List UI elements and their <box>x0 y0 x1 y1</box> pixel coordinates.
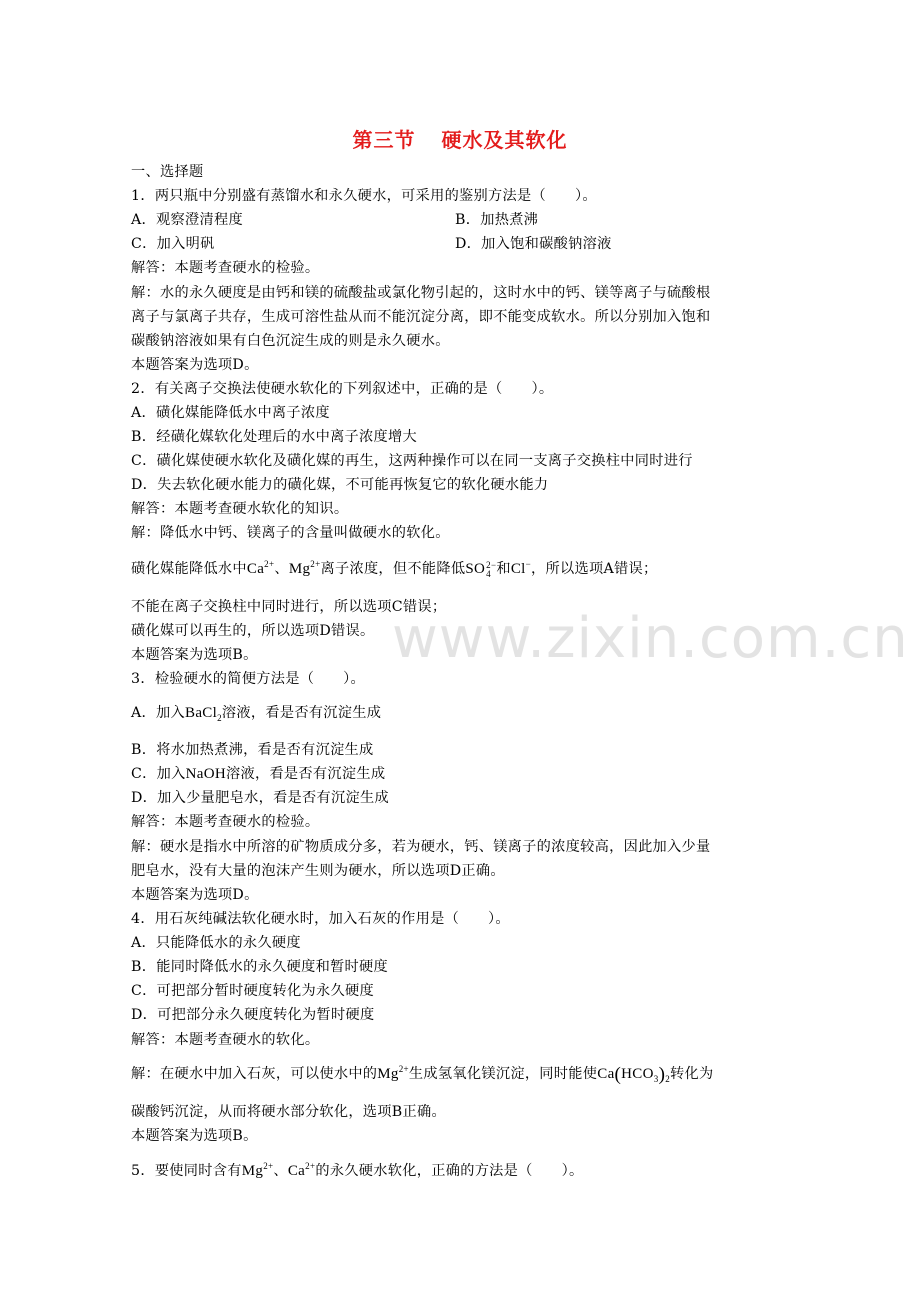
ca-ion <box>288 1163 315 1179</box>
q2-solution-line3: 不能在离子交换柱中同时进行，所以选项C错误； <box>131 599 447 615</box>
q5-stem-post: 的永久硬水软化，正确的方法是（ ）。 <box>315 1163 584 1179</box>
mg-symbol: Mg <box>288 561 311 577</box>
cl-charge: − <box>525 559 532 569</box>
q2-analysis: 解答：本题考查硬水软化的知识。 <box>131 501 349 517</box>
q4-sol1-pre: 解：在硬水中加入石灰，可以使水中的 <box>131 1066 378 1082</box>
q1-option-d: D．加入饱和碳酸钠溶液 <box>455 236 612 252</box>
ca-charge: 2+ <box>305 1161 316 1171</box>
bacl-symbol: BaCl <box>185 705 218 721</box>
ca-ion <box>247 561 274 577</box>
q3-a-pre: A．加入 <box>131 705 186 721</box>
sulfate-ion <box>465 561 496 577</box>
q1-options-row1 <box>131 211 791 229</box>
title-part2: 硬水及其软化 <box>441 128 568 152</box>
calcium-bicarbonate-formula <box>597 1064 671 1085</box>
section-heading: 一、选择题 <box>131 164 204 180</box>
hco-symbol: HCO <box>621 1066 654 1082</box>
ca-symbol: Ca <box>246 561 265 577</box>
left-paren: ( <box>614 1064 622 1085</box>
mg-symbol: Mg <box>377 1066 399 1082</box>
and-word: 和 <box>496 561 511 577</box>
mg-ion <box>289 561 321 577</box>
q4-option-b: B．能同时降低水的永久硬度和暂时硬度 <box>131 959 389 975</box>
q3-answer: 本题答案为选项D。 <box>131 887 259 903</box>
page-title <box>0 124 920 153</box>
q2-solution-line2 <box>131 560 657 579</box>
q4-option-d: D．可把部分永久硬度转化为暂时硬度 <box>131 1007 375 1023</box>
hco-subscript: 3 <box>653 1074 659 1084</box>
so-subscript: 4 <box>486 568 491 579</box>
q4-sol1-post: 转化为 <box>670 1066 714 1082</box>
q2-sol2-post: ，所以选项A错误； <box>531 561 658 577</box>
q3-solution-line2: 肥皂水，没有大量的泡沫产生则为硬水，所以选项D正确。 <box>131 863 505 879</box>
watermark: www.zixin.com.cn <box>392 606 909 671</box>
q3-option-d: D．加入少量肥皂水，看是否有沉淀生成 <box>131 790 389 806</box>
q3-option-c <box>131 765 385 783</box>
q2-option-c: C．磺化媒使硬水软化及磺化媒的再生，这两种操作可以在同一支离子交换柱中同时进行 <box>131 453 693 469</box>
q1-option-c: C．加入明矾 <box>131 236 215 252</box>
q1-options-row2 <box>131 235 791 253</box>
q4-answer: 本题答案为选项B。 <box>131 1128 258 1144</box>
q4-solution-line1 <box>131 1065 713 1084</box>
q1-analysis: 解答：本题考查硬水的检验。 <box>131 260 320 276</box>
q3-solution-line1: 解：硬水是指水中所溶的矿物质成分多，若为硬水，钙、镁离子的浓度较高，因此加入少量 <box>131 839 711 855</box>
q3-c-post: 溶液，看是否有沉淀生成 <box>225 766 386 782</box>
q3-stem: 3．检验硬水的简便方法是（ ）。 <box>131 671 366 687</box>
q5-stem-pre: 5．要使同时含有 <box>131 1163 242 1179</box>
q1-solution-line1: 解：水的永久硬度是由钙和镁的硫酸盐或氯化物引起的，这时水中的钙、镁等离子与硫酸根 <box>131 285 711 301</box>
q3-a-post: 溶液，看是否有沉淀生成 <box>221 705 382 721</box>
q2-option-a: A．磺化媒能降低水中离子浓度 <box>131 405 330 421</box>
mg-ion <box>242 1163 274 1179</box>
naoh-formula: NaOH <box>185 766 226 782</box>
q3-option-a <box>131 704 381 722</box>
q4-option-a: A．只能降低水的永久硬度 <box>131 935 301 951</box>
ca-symbol: Ca <box>597 1066 615 1082</box>
q2-option-d: D．失去软化硬水能力的磺化媒，不可能再恢复它的软化硬水能力 <box>131 477 549 493</box>
q3-c-pre: C．加入 <box>131 766 186 782</box>
mg-symbol: Mg <box>241 1163 264 1179</box>
q1-stem: 1．两只瓶中分别盛有蒸馏水和永久硬水，可采用的鉴别方法是（ ）。 <box>131 188 597 204</box>
q1-answer: 本题答案为选项D。 <box>131 357 259 373</box>
right-paren: ) <box>658 1064 666 1085</box>
bacl-subscript: 2 <box>217 713 222 723</box>
q2-solution-line4: 磺化媒可以再生的，所以选项D错误。 <box>131 623 375 639</box>
q4-option-c: C．可把部分暂时硬度转化为永久硬度 <box>131 983 374 999</box>
q1-solution-line2: 离子与氯离子共存，生成可溶性盐从而不能沉淀分离，即不能变成软水。所以分别加入饱和 <box>131 309 711 325</box>
mg-charge: 2+ <box>310 559 321 569</box>
q1-option-a: A．观察澄清程度 <box>131 212 243 228</box>
cl-symbol: Cl <box>510 561 526 577</box>
title-part1: 第三节 <box>352 128 416 152</box>
q2-sol2-mid: 离子浓度，但不能降低 <box>320 561 466 577</box>
ca-symbol: Ca <box>287 1163 306 1179</box>
q4-stem: 4．用石灰纯碱法软化硬水时，加入石灰的作用是（ ）。 <box>131 911 510 927</box>
q3-analysis: 解答：本题考查硬水的检验。 <box>131 814 320 830</box>
q4-solution-line2: 碳酸钙沉淀，从而将硬水部分软化，选项B正确。 <box>131 1104 446 1120</box>
q1-solution-line3: 碳酸钠溶液如果有白色沉淀生成的则是永久硬水。 <box>131 333 450 349</box>
mg-ion <box>377 1066 409 1082</box>
so-charge: 2− <box>486 559 497 570</box>
q2-sol2-pre: 磺化媒能降低水中 <box>131 561 247 577</box>
mg-charge: 2+ <box>398 1064 409 1074</box>
chloride-ion <box>511 561 531 577</box>
mg-charge: 2+ <box>263 1161 274 1171</box>
q2-option-b: B．经磺化媒软化处理后的水中离子浓度增大 <box>131 429 417 445</box>
so-symbol: SO <box>465 561 486 577</box>
separator: 、 <box>274 561 289 577</box>
separator: 、 <box>273 1163 288 1179</box>
ca-charge: 2+ <box>264 559 275 569</box>
q4-analysis: 解答：本题考查硬水的软化。 <box>131 1032 320 1048</box>
q2-stem: 2．有关离子交换法使硬水软化的下列叙述中，正确的是（ ）。 <box>131 381 554 397</box>
outer-subscript: 2 <box>665 1074 671 1084</box>
q1-option-b: B．加热煮沸 <box>455 212 539 228</box>
q3-option-b: B．将水加热煮沸，看是否有沉淀生成 <box>131 742 374 758</box>
q2-solution-line1: 解：降低水中钙、镁离子的含量叫做硬水的软化。 <box>131 525 450 541</box>
q5-stem <box>131 1162 584 1180</box>
q4-sol1-mid: 生成氢氧化镁沉淀，同时能使 <box>408 1066 598 1082</box>
bacl2-formula <box>185 705 222 721</box>
q2-answer: 本题答案为选项B。 <box>131 647 258 663</box>
